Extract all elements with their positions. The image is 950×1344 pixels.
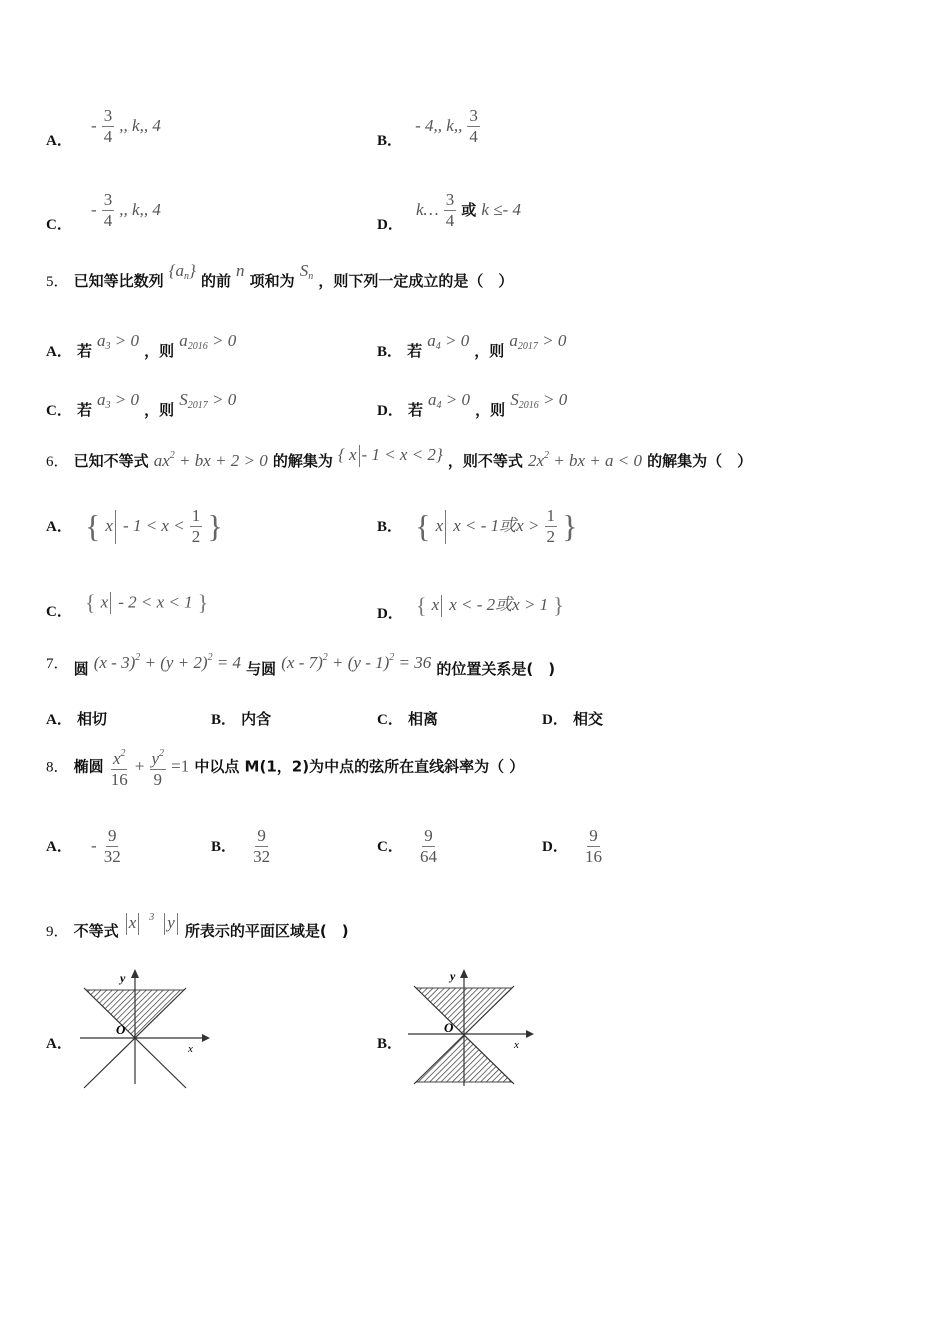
fraction: $\frac{3}{4}$ — [445, 190, 455, 230]
stem-text: 与圆 — [246, 660, 277, 678]
q6-option-d[interactable] — [377, 590, 564, 622]
equals-one: =1 — [171, 756, 190, 776]
expr-tail: k ≤- 4 — [481, 200, 521, 219]
stem-text: 不等式 — [73, 922, 119, 940]
set-var: x — [431, 595, 440, 614]
var-n: n — [236, 261, 245, 280]
left-brace: { — [415, 508, 431, 544]
q5-option-c[interactable] — [46, 389, 237, 419]
option-label: C． — [377, 712, 403, 728]
stem-text: 的解集为（ ） — [647, 452, 753, 470]
x-axis-label: x — [188, 1043, 193, 1055]
q5-stem — [46, 261, 514, 292]
word-then: ，则 — [144, 401, 175, 419]
minus-sign: - — [90, 200, 97, 219]
q4-option-b[interactable] — [377, 106, 480, 147]
q6-stem — [46, 445, 753, 473]
set-condition: x < - 2或x > 1 — [449, 595, 549, 614]
fraction: $\frac{9}{32}$ — [253, 826, 271, 866]
set-condition: x < - 1或x > — [453, 516, 540, 535]
word-if: 若 — [76, 342, 92, 360]
sequence-symbol: $\{a_n\}$ — [168, 261, 196, 282]
condition: $a_4 > 0$ — [428, 390, 471, 411]
inequality-2: $2x^2$ + bx + a < 0 — [527, 450, 642, 470]
q8-option-c[interactable] — [377, 826, 439, 867]
q7-stem — [46, 652, 556, 678]
q9-option-a-graph[interactable] — [70, 964, 220, 1090]
q7-option-c[interactable] — [377, 708, 438, 729]
option-label: D． — [377, 606, 403, 622]
x-arrow-icon — [526, 1030, 534, 1038]
q7-option-a[interactable] — [46, 708, 107, 729]
or-word: 或 — [461, 201, 477, 219]
stem-text: 的解集为 — [272, 452, 333, 470]
fraction: $\frac{9}{64}$ — [419, 826, 437, 866]
condition: $a_3 > 0$ — [97, 390, 140, 411]
q4-option-c[interactable] — [46, 190, 161, 231]
fraction: $\frac{1}{2}$ — [191, 506, 201, 546]
stem-text: 项和为 — [249, 272, 295, 290]
option-label: B． — [377, 1036, 403, 1052]
expr-head: - 4,, k,, — [415, 116, 463, 135]
q8-option-b[interactable] — [211, 826, 272, 867]
option-label: D． — [542, 712, 568, 728]
circle-2-equation: (x - 7)$^2$ + (y - 1)$^2$ = 36 — [281, 652, 432, 672]
question-number: 5． — [46, 274, 69, 290]
option-label: B． — [211, 712, 237, 728]
stem-text: 中以点 M(1，2)为中点的弦所在直线斜率为（ ） — [194, 757, 525, 776]
x-axis-label: x — [514, 1039, 519, 1051]
condition: $a_4 > 0$ — [427, 331, 470, 352]
question-number: 8． — [46, 759, 69, 776]
option-label: A． — [46, 839, 72, 855]
stem-text: 的前 — [200, 272, 231, 290]
minus-sign: - — [90, 836, 97, 855]
fraction-x: $\frac{x^2}{16}$ — [109, 744, 130, 790]
question-number: 7． — [46, 656, 69, 672]
set-condition: - 1 < x < — [123, 516, 185, 535]
q9-option-b-label-wrap[interactable] — [377, 1032, 402, 1053]
fraction: $\frac{9}{16}$ — [584, 826, 602, 866]
question-number: 6． — [46, 454, 69, 470]
word-if: 若 — [407, 401, 423, 419]
option-label: C． — [46, 217, 72, 233]
q9-option-a-label-wrap[interactable] — [46, 1032, 72, 1053]
option-label: B． — [377, 344, 403, 360]
solution-set: { x - 1 < x < 2} — [338, 445, 443, 464]
option-label: B． — [377, 133, 403, 149]
word-then: ，则 — [144, 342, 175, 360]
q7-option-d[interactable] — [542, 708, 603, 729]
stem-text: 椭圆 — [73, 757, 104, 776]
option-label: A． — [46, 1036, 72, 1052]
q5-option-d[interactable] — [377, 389, 568, 419]
stem-text: 圆 — [73, 660, 89, 678]
stem-text: 已知不等式 — [73, 452, 149, 470]
stem-text: ，则不等式 — [447, 452, 523, 470]
q8-stem — [46, 744, 524, 790]
x-arrow-icon — [202, 1034, 210, 1042]
question-number: 9． — [46, 924, 69, 940]
fraction: $\frac{9}{32}$ — [103, 826, 121, 866]
set-var: x — [100, 592, 109, 612]
fraction: $\frac{3}{4}$ — [103, 190, 113, 230]
right-brace: } — [207, 508, 223, 544]
fraction: $\frac{3}{4}$ — [469, 106, 478, 146]
fraction: $\frac{3}{4}$ — [103, 106, 113, 146]
y-axis-label: y — [450, 969, 456, 983]
left-brace: { — [84, 508, 101, 544]
origin-label: O — [116, 1022, 126, 1037]
plus-sign: + — [134, 756, 145, 776]
left-brace: { — [84, 590, 96, 615]
conclusion: $S_{2017} > 0$ — [179, 390, 237, 411]
expr-tail: ,, k,, 4 — [119, 116, 161, 135]
inequality-abs: x $^3$ y — [124, 913, 180, 932]
word-if: 若 — [76, 401, 92, 419]
y-axis-label: y — [120, 971, 126, 985]
conclusion: $a_{2017} > 0$ — [509, 331, 567, 352]
option-label: A． — [46, 712, 72, 728]
option-text: 相离 — [407, 710, 438, 728]
q6-option-c[interactable] — [46, 590, 209, 620]
q5-option-a[interactable] — [46, 330, 237, 360]
q6-option-a[interactable] — [46, 506, 223, 547]
option-label: B． — [377, 519, 403, 535]
stem-text: 已知等比数列 — [73, 272, 164, 290]
stem-text: 所表示的平面区域是( ) — [184, 922, 349, 940]
q7-option-b[interactable] — [211, 708, 271, 729]
option-label: A． — [46, 133, 72, 149]
expr-tail: ,, k,, 4 — [119, 200, 161, 219]
option-text: 内含 — [241, 710, 272, 728]
q4-option-d[interactable] — [377, 190, 521, 231]
stem-text: 的位置关系是( ) — [436, 660, 556, 678]
option-label: A． — [46, 519, 72, 535]
q5-option-b[interactable] — [377, 330, 567, 360]
q9-option-b-graph[interactable] — [400, 964, 550, 1090]
set-condition: - 2 < x < 1 — [118, 592, 193, 612]
option-label: B． — [211, 839, 237, 855]
expr-head: k… — [415, 200, 439, 219]
word-then: ，则 — [475, 401, 506, 419]
y-arrow-icon — [131, 969, 139, 978]
stem-text: ，则下列一定成立的是（ ） — [318, 272, 514, 290]
option-label: D． — [542, 839, 568, 855]
word-if: 若 — [407, 342, 423, 360]
set-var: x — [105, 516, 113, 535]
fraction-y: $\frac{y^2}{9}$ — [150, 744, 167, 790]
set-var: x — [435, 516, 444, 535]
condition: $a_3 > 0$ — [97, 331, 140, 352]
right-brace: } — [562, 508, 578, 544]
right-brace: } — [553, 592, 564, 618]
right-brace: } — [197, 590, 209, 615]
option-label: C． — [46, 403, 72, 419]
origin-label: O — [444, 1020, 454, 1035]
inequality-1: $ax^2$ + bx + 2 > 0 — [153, 450, 268, 470]
option-label: D． — [377, 403, 403, 419]
q8-option-a[interactable] — [46, 826, 123, 867]
left-brace: { — [415, 592, 427, 618]
option-label: D． — [377, 217, 403, 233]
q8-option-d[interactable] — [542, 826, 604, 867]
q6-option-b[interactable] — [377, 506, 577, 547]
option-text: 相交 — [572, 710, 603, 728]
circle-1-equation: $(x - 3)^2 + (y + 2)^2 = 4$ — [93, 652, 242, 672]
y-arrow-icon — [460, 969, 468, 978]
q9-stem — [46, 912, 349, 940]
option-label: C． — [46, 603, 72, 620]
minus-sign: - — [90, 116, 97, 135]
option-text: 相切 — [76, 710, 107, 728]
option-label: C． — [377, 839, 403, 855]
conclusion: $S_{2016} > 0$ — [510, 390, 568, 411]
conclusion: $a_{2016} > 0$ — [179, 331, 237, 352]
word-then: ，则 — [474, 342, 505, 360]
fraction: $\frac{1}{2}$ — [546, 506, 555, 546]
sum-symbol: $S_n$ — [299, 261, 314, 282]
q4-option-a[interactable] — [46, 106, 161, 147]
option-label: A． — [46, 344, 72, 360]
